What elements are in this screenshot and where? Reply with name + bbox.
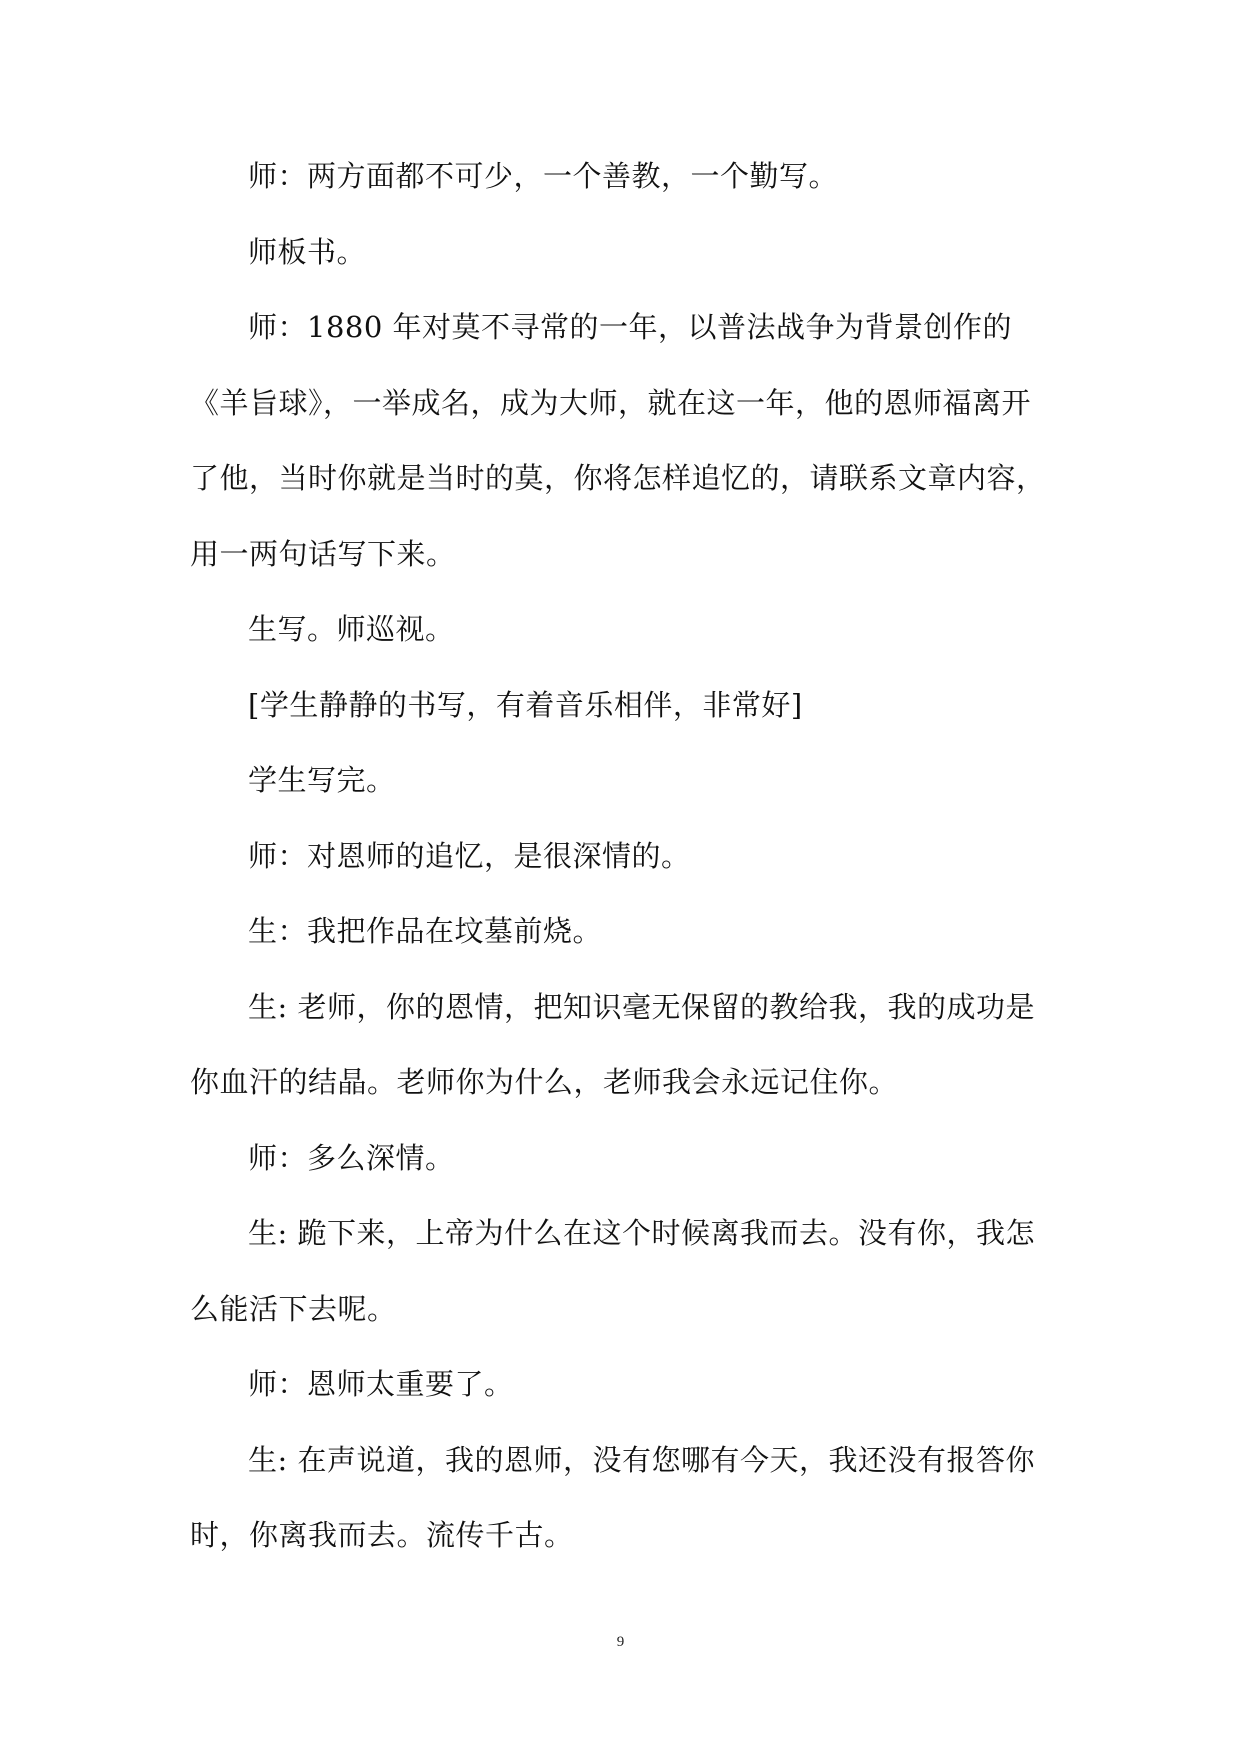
paragraph: 生: 老师，你的恩情，把知识毫无保留的教给我，我的成功是你血汗的结晶。老师你为什么，老师我会永远记住你。 — [190, 989, 1035, 1099]
page-number: 9 — [616, 1634, 625, 1650]
paragraph: 学生写完。 — [248, 763, 396, 797]
paragraph: 生: 跪下来，上帝为什么在这个时候离我而去。没有你，我怎么能活下去呢。 — [190, 1216, 1035, 1326]
body-text — [190, 139, 1060, 1574]
paragraph: 师：1880 年对莫不寻常的一年，以普法战争为背景创作的《羊旨球》，一举成名，成为大师，就在这一年，他的恩师福离开了他，当时你就是当时的莫，你将怎样追忆的，请联系文章内容，用一两句话写下来。 — [190, 310, 1046, 571]
paragraph: [学生静静的书写，有着音乐相伴，非常好] — [248, 687, 803, 722]
paragraph: 师板书。 — [248, 234, 367, 269]
paragraph: 生：我把作品在坟墓前烧。 — [248, 914, 603, 948]
paragraph: 师：两方面都不可少，一个善教，一个勤写。 — [248, 159, 839, 193]
paragraph: 生写。师巡视。 — [248, 612, 455, 646]
paragraph: 生: 在声说道，我的恩师，没有您哪有今天，我还没有报答你时，你离我而去。流传千古。 — [190, 1442, 1035, 1552]
paragraph: 师：恩师太重要了。 — [248, 1367, 514, 1401]
paragraph: 师：多么深情。 — [248, 1140, 455, 1175]
paragraph: 师：对恩师的追忆，是很深情的。 — [248, 838, 691, 873]
